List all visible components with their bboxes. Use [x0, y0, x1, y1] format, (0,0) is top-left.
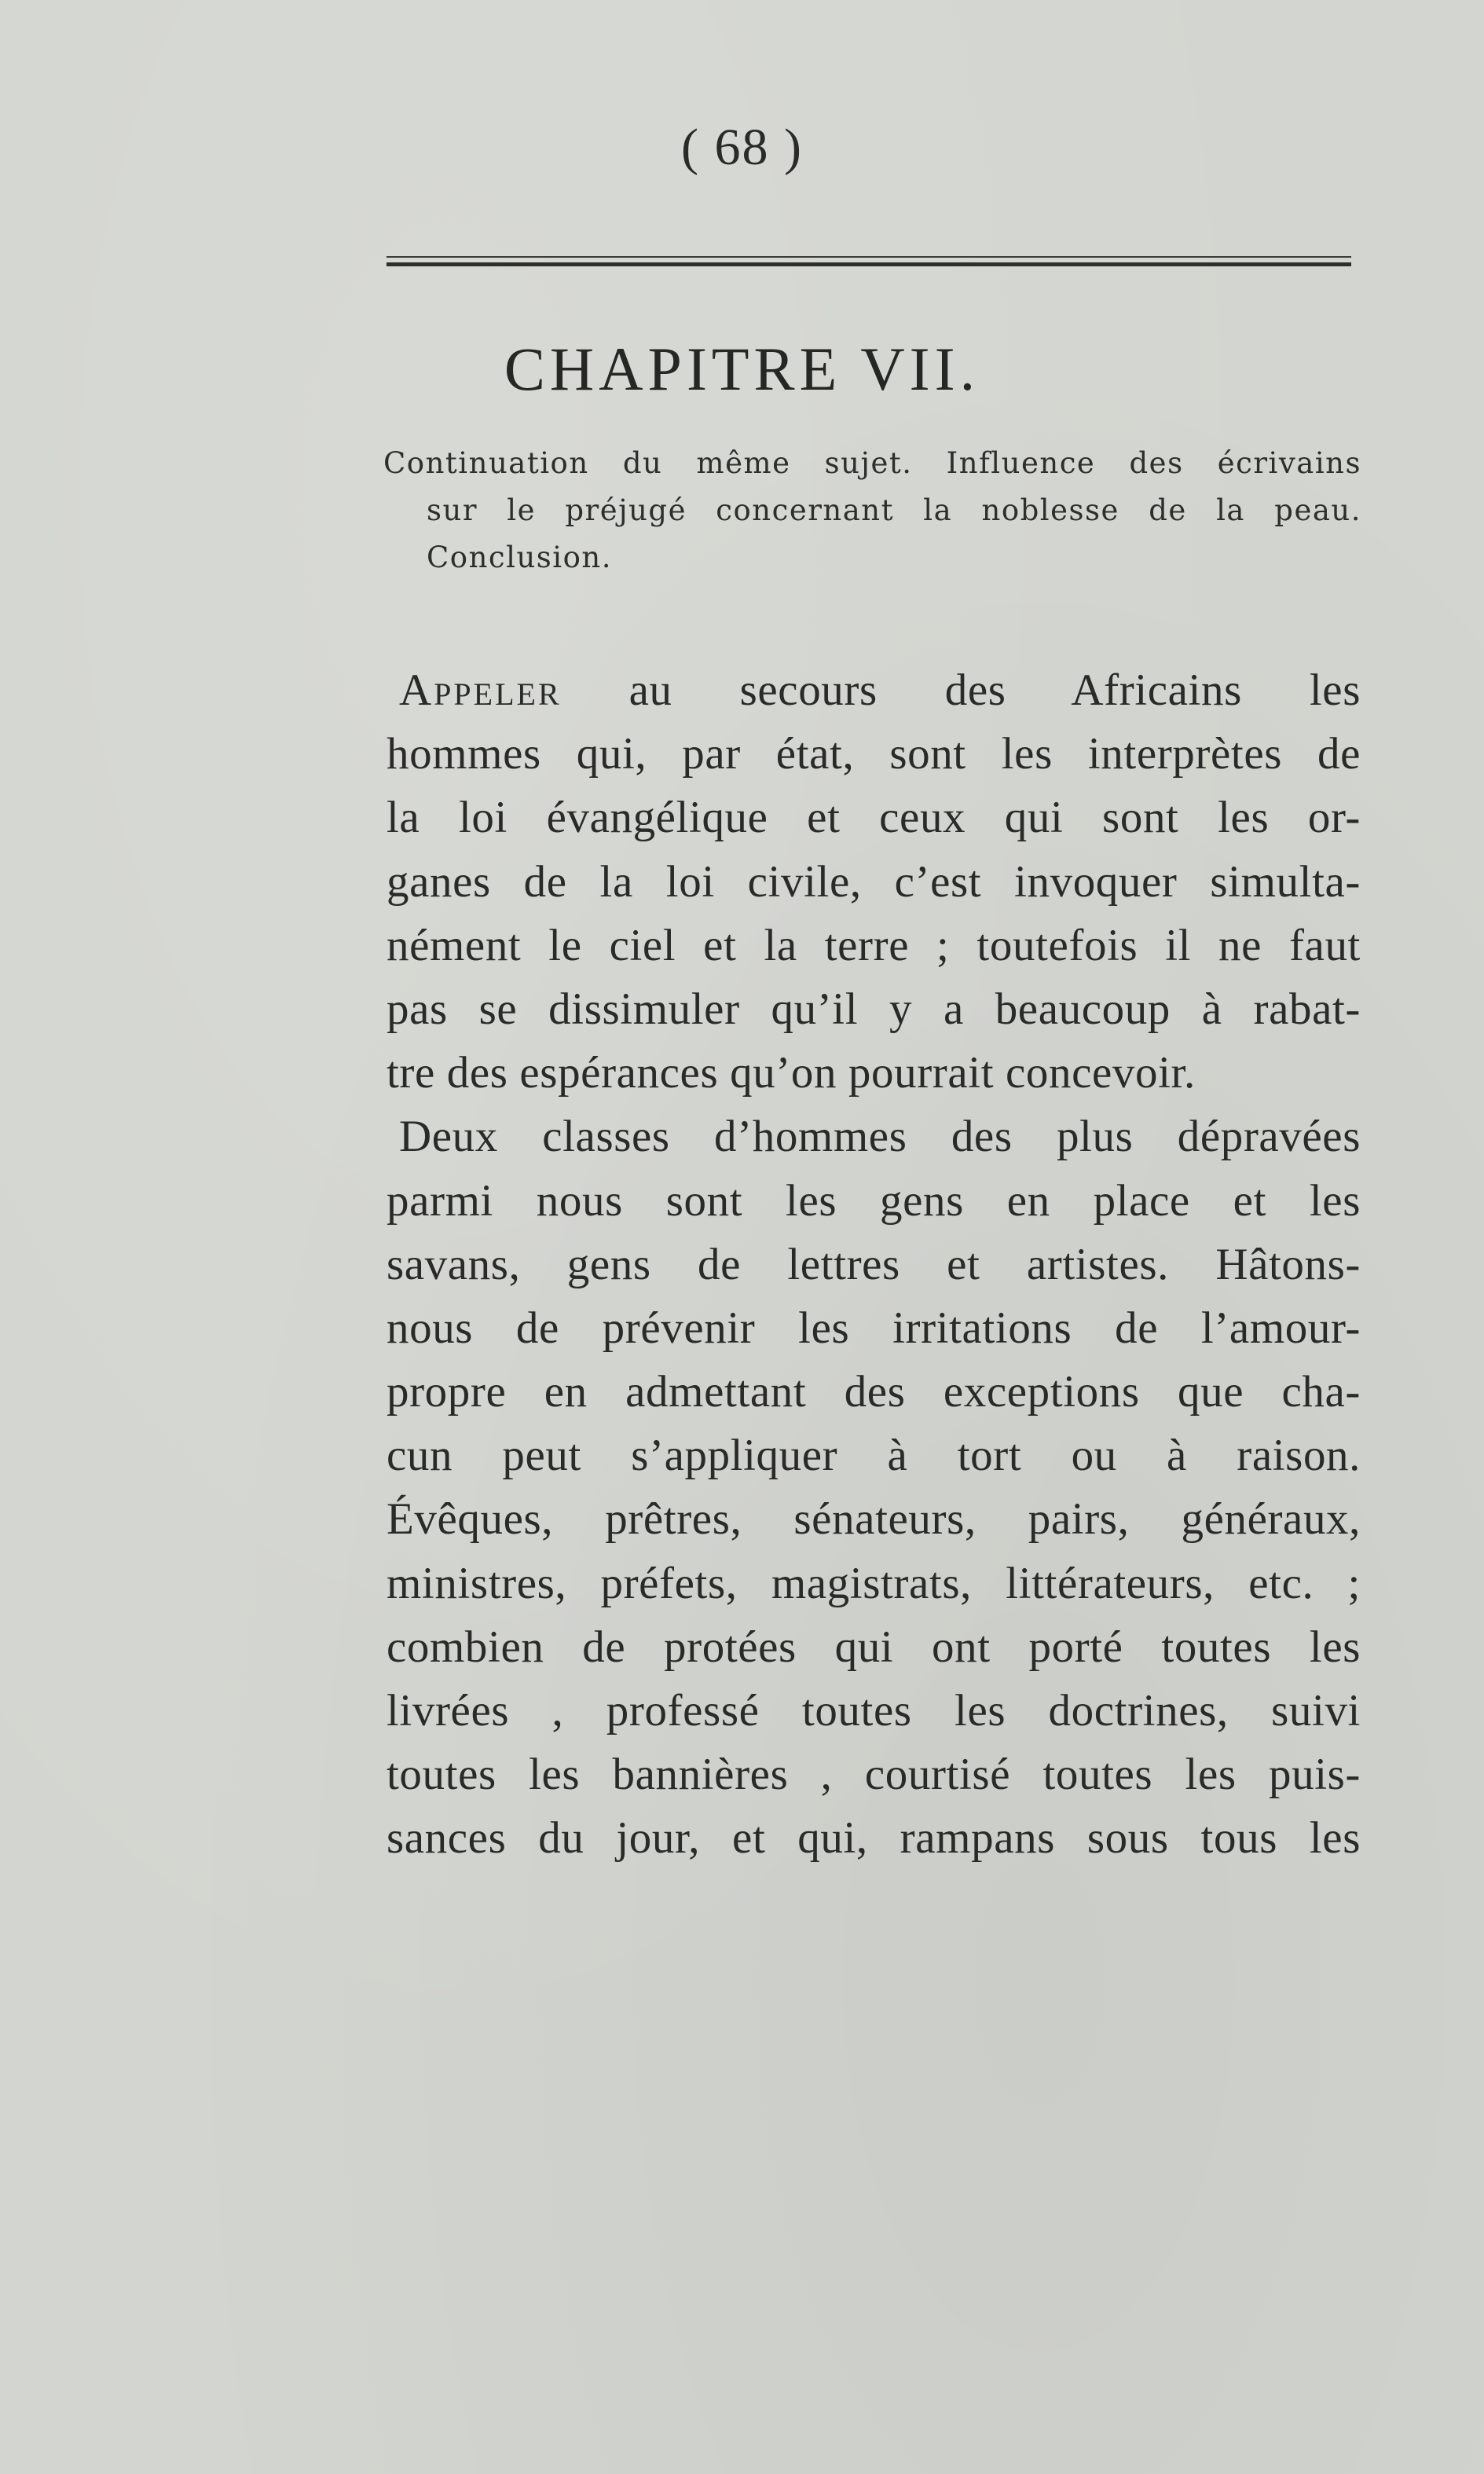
chapter-title: CHAPITRE VII. [504, 335, 980, 403]
body-line: sances du jour, et qui, rampans sous tous les [387, 1813, 1361, 1864]
body-line: propre en admettant des exceptions que cha- [387, 1367, 1361, 1417]
body-text [387, 658, 1361, 1871]
header-rule-thin [387, 256, 1351, 258]
body-line: nément le ciel et la terre ; toutefois il ne faut [387, 920, 1361, 970]
body-line: combien de protées qui ont porté toutes les [387, 1622, 1361, 1672]
page-number: ( 68 ) [681, 119, 803, 176]
body-line: tre des espérances qu’on pourrait concevoir. [387, 1048, 1196, 1098]
body-line: toutes les bannières , courtisé toutes les puis- [387, 1750, 1361, 1800]
chapter-summary [383, 440, 1361, 581]
body-line: Évêques, prêtres, sénateurs, pairs, généraux, [387, 1494, 1361, 1545]
body-line: ministres, préfets, magistrats, littérateurs, etc. ; [387, 1558, 1361, 1608]
body-line: Deux classes d’hommes des plus dépravées [399, 1112, 1361, 1162]
body-line: la loi évangélique et ceux qui sont les or- [387, 793, 1361, 843]
body-line: livrées , professé toutes les doctrines, suivi [387, 1686, 1361, 1735]
header-rule [387, 256, 1351, 266]
header-rule-thick [387, 262, 1351, 266]
body-line: cun peut s’appliquer à tort ou à raison. [387, 1431, 1361, 1481]
body-line: nous de prévenir les irritations de l’amour- [387, 1303, 1361, 1353]
body-line: ganes de la loi civile, c’est invoquer simulta- [387, 856, 1361, 907]
body-line: hommes qui, par état, sont les interprètes de [387, 729, 1361, 779]
first-line-rest: au secours des Africains les [561, 665, 1361, 715]
summary-line: Continuation du même sujet. Influence des écrivains [383, 446, 1361, 480]
summary-line: sur le préjugé concernant la noblesse de la peau. [427, 493, 1361, 527]
body-line [387, 658, 1361, 722]
body-line: savans, gens de lettres et artistes. Hâtons- [387, 1239, 1361, 1289]
body-line: parmi nous sont les gens en place et les [387, 1175, 1361, 1226]
body-line: pas se dissimuler qu’il y a beaucoup à rabat- [387, 984, 1361, 1034]
summary-line: Conclusion. [427, 541, 612, 574]
opening-word: Appeler [399, 665, 562, 715]
